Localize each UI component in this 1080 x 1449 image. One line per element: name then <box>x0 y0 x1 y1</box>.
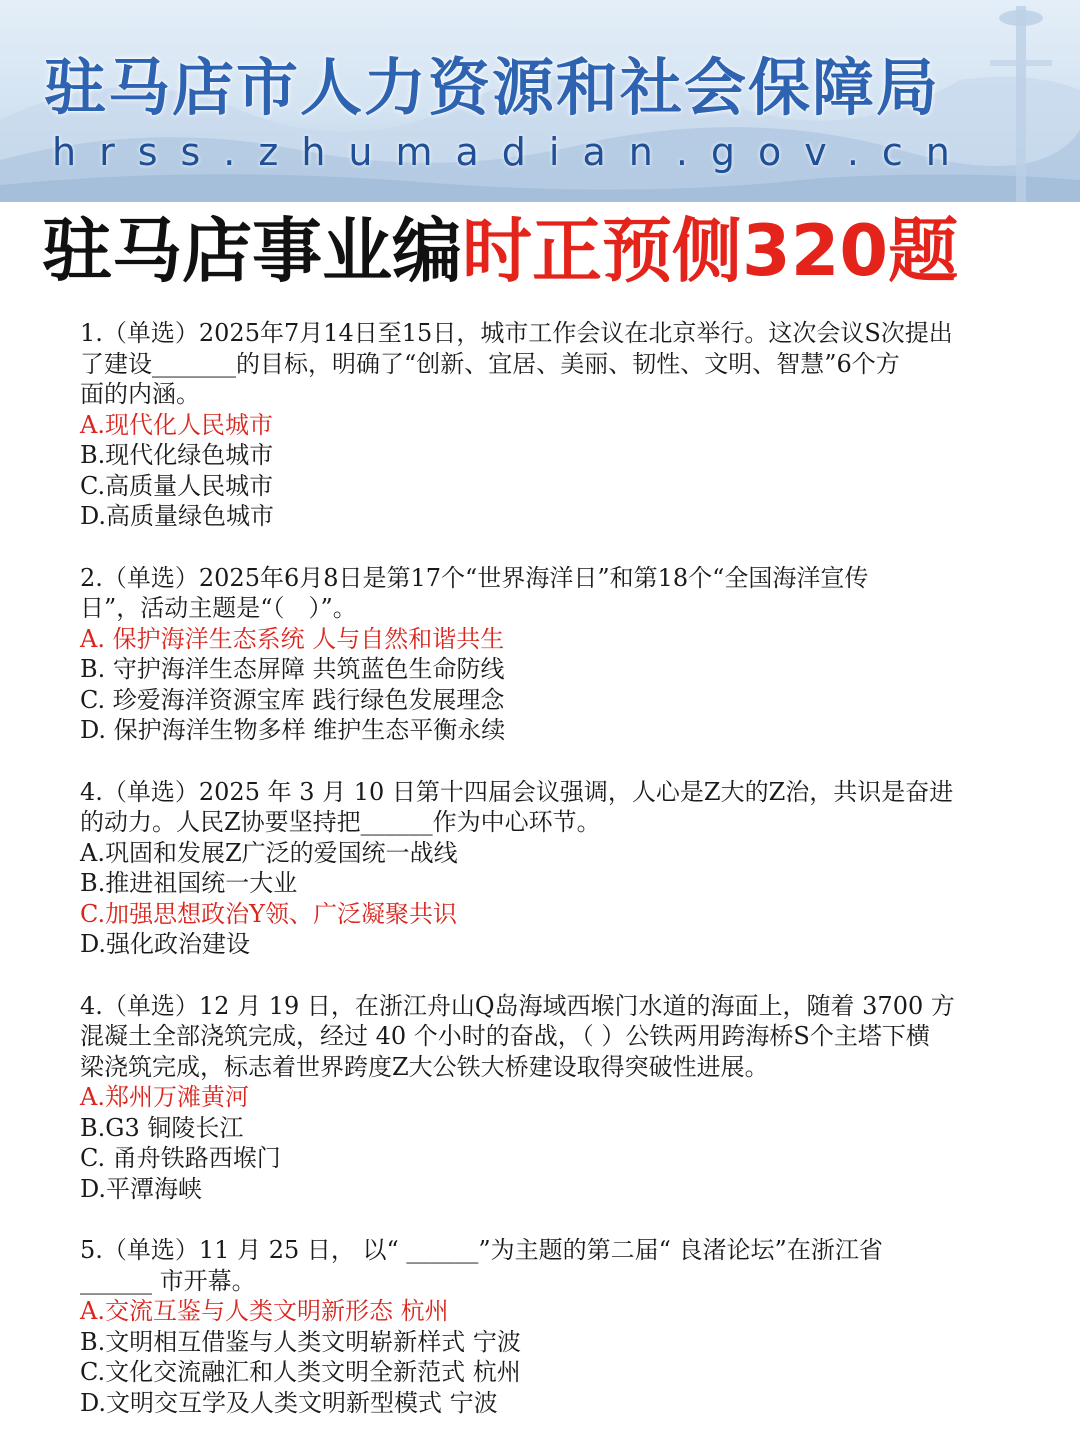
question-2 <box>80 563 985 746</box>
question-5 <box>80 1235 985 1418</box>
question-stem: 2.（单选）2025年6月8日是第17个“世界海洋日”和第18个“全国海洋宣传 <box>80 563 869 592</box>
question-stem: 4.（单选）2025 年 3 月 10 日第十四届会议强调，人心是Z大的Z治，共识是奋进 <box>80 777 954 806</box>
website-url: hrss.zhumadian.gov.cn <box>52 130 973 174</box>
question-stem: 5.（单选）11 月 25 日， 以“ ______”为主题的第二届“ 良渚论坛”在浙江省 <box>80 1236 883 1264</box>
option-b: B.现代化绿色城市 <box>80 441 274 469</box>
question-stem: 面的内涵。 <box>80 380 200 408</box>
option-b: B.文明相互借鉴与人类文明崭新样式 宁波 <box>80 1327 521 1356</box>
option-a-correct: A.郑州万滩黄河 <box>80 1083 249 1111</box>
option-c: C.高质量人民城市 <box>80 471 274 500</box>
option-c-correct: C.加强思想政治Y领、广泛凝聚共识 <box>80 899 457 928</box>
question-stem: 1.（单选）2025年7月14日至15日，城市工作会议在北京举行。这次会议S次提出 <box>80 319 953 347</box>
option-b: B.推进祖国统一大业 <box>80 869 298 897</box>
question-stem: 的动力。人民Z协要坚持把______作为中心环节。 <box>80 808 601 836</box>
question-stem: 混凝土全部浇筑完成，经过 40 个小时的奋战，（ ）公铁两用跨海桥S个主塔下横 <box>80 1022 930 1050</box>
option-a-correct: A. 保护海洋生态系统 人与自然和谐共生 <box>80 624 505 653</box>
question-1 <box>80 318 985 532</box>
option-a-correct: A.交流互鉴与人类文明新形态 杭州 <box>80 1297 449 1325</box>
org-title: 驻马店市人力资源和社会保障局 <box>44 51 941 124</box>
question-3 <box>80 777 985 960</box>
question-stem: 4.（单选）12 月 19 日，在浙江舟山Q岛海域西堠门水道的海面上，随着 3700 方 <box>80 991 955 1020</box>
title-red-part: 时正预侧320题 <box>462 210 959 292</box>
option-a: A.巩固和发展Z广泛的爱国统一战线 <box>80 838 458 867</box>
option-c: C. 珍爱海洋资源宝库 践行绿色发展理念 <box>80 685 505 714</box>
option-d: D.高质量绿色城市 <box>80 502 275 530</box>
header-banner <box>0 0 1080 202</box>
question-stem: 梁浇筑完成，标志着世界跨度Z大公铁大桥建设取得突破性进展。 <box>80 1052 769 1081</box>
question-stem: 了建设_______的目标，明确了“创新、宜居、美丽、韧性、文明、智慧”6个方 <box>80 349 900 378</box>
option-d: D. 保护海洋生物多样 维护生态平衡永续 <box>80 716 506 744</box>
page-title <box>42 206 1062 296</box>
option-b: B. 守护海洋生态屏障 共筑蓝色生命防线 <box>80 655 505 683</box>
question-stem: ______ 市开幕。 <box>80 1266 256 1295</box>
option-b: B.G3 铜陵长江 <box>80 1113 244 1142</box>
question-list <box>80 318 985 1449</box>
option-c: C.文化交流融汇和人类文明全新范式 杭州 <box>80 1358 521 1386</box>
option-a-correct: A.现代化人民城市 <box>80 410 273 439</box>
option-c: C. 甬舟铁路西堠门 <box>80 1144 281 1172</box>
option-d: D.文明交互学及人类文明新型模式 宁波 <box>80 1388 498 1417</box>
title-black-part: 驻马店事业编 <box>42 210 462 292</box>
option-d: D.平潭海峡 <box>80 1174 203 1203</box>
question-stem: 日”，活动主题是“（ ）”。 <box>80 594 357 622</box>
option-d: D.强化政治建设 <box>80 930 251 958</box>
question-4 <box>80 991 985 1205</box>
